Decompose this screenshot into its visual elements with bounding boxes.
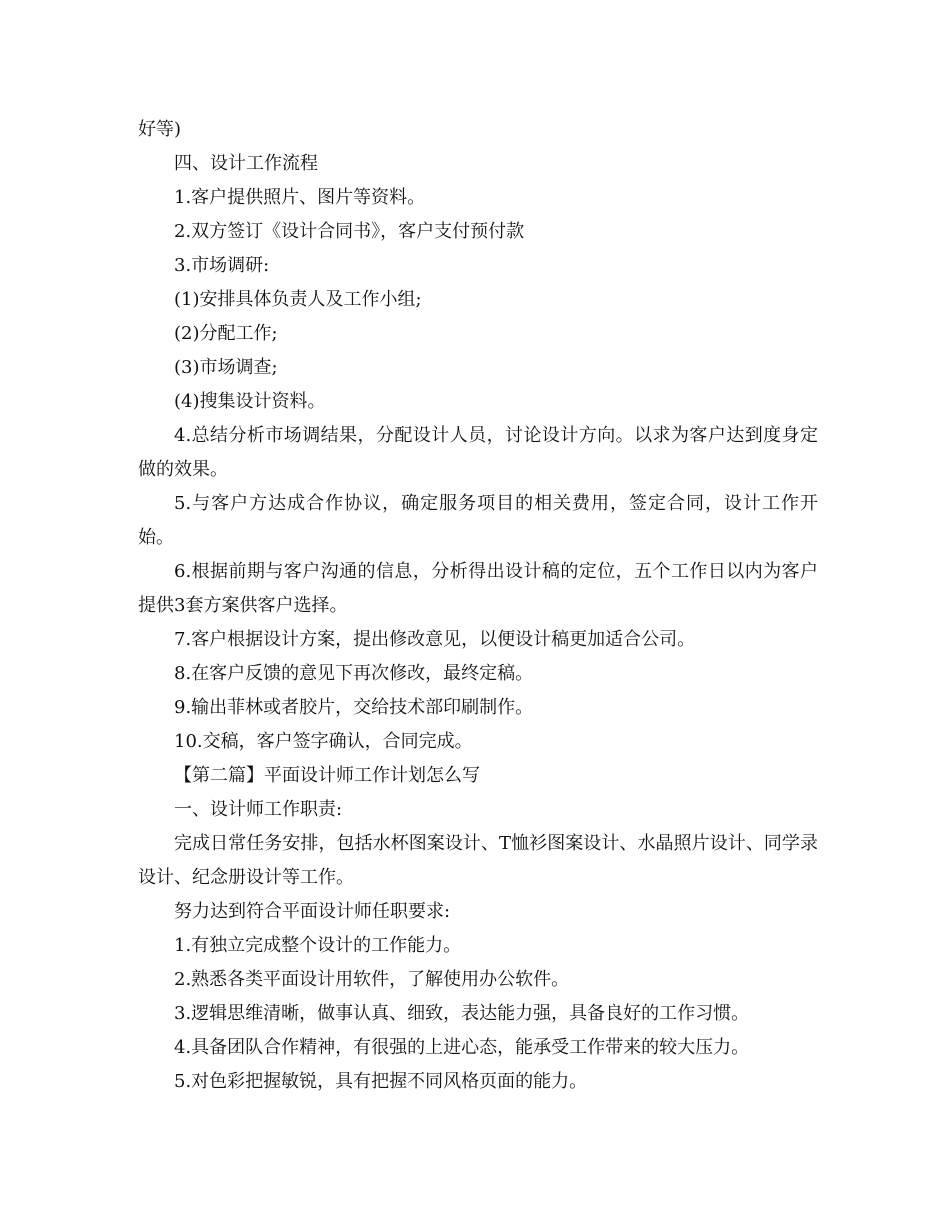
list-item: 2.双方签订《设计合同书》，客户支付预付款 bbox=[174, 221, 525, 242]
document-body bbox=[138, 113, 818, 1099]
list-item: 10.交稿，客户签字确认，合同完成。 bbox=[174, 731, 473, 752]
list-item: 3.逻辑思维清晰，做事认真、细致，表达能力强，具备良好的工作习惯。 bbox=[174, 1003, 750, 1024]
paragraph: 完成日常任务安排，包括水杯图案设计、T恤衫图案设计、水晶照片设计、同学录设计、纪念册设计等工作。 bbox=[138, 833, 818, 888]
sub-list-item: (3)市场调查; bbox=[174, 357, 278, 378]
list-item: 4.总结分析市场调结果，分配设计人员，讨论设计方向。以求为客户达到度身定做的效果。 bbox=[138, 425, 818, 480]
sub-list-item: (2)分配工作; bbox=[174, 323, 278, 344]
list-item: 1.客户提供照片、图片等资料。 bbox=[174, 187, 426, 208]
list-item: 6.根据前期与客户沟通的信息，分析得出设计稿的定位，五个工作日以内为客户提供3套方案供客户选择。 bbox=[138, 561, 818, 616]
sub-list-item: (1)安排具体负责人及工作小组; bbox=[174, 289, 422, 310]
list-item: 8.在客户反馈的意见下再次修改，最终定稿。 bbox=[174, 663, 534, 684]
list-item: 4.具备团队合作精神，有很强的上进心态，能承受工作带来的较大压力。 bbox=[174, 1037, 750, 1058]
list-item: 1.有独立完成整个设计的工作能力。 bbox=[174, 935, 462, 956]
section-heading: 一、设计师工作职责: bbox=[174, 799, 343, 820]
section-heading: 四、设计工作流程 bbox=[174, 153, 318, 174]
list-item: 5.与客户方达成合作协议，确定服务项目的相关费用，签定合同，设计工作开始。 bbox=[138, 493, 818, 548]
list-item: 3.市场调研: bbox=[174, 255, 270, 276]
paragraph: 好等) bbox=[138, 119, 182, 140]
list-item: 7.客户根据设计方案，提出修改意见，以便设计稿更加适合公司。 bbox=[174, 629, 696, 650]
list-item: 5.对色彩把握敏锐，具有把握不同风格页面的能力。 bbox=[174, 1071, 588, 1092]
sub-list-item: (4)搜集设计资料。 bbox=[174, 391, 326, 412]
chapter-title: 【第二篇】平面设计师工作计划怎么写 bbox=[174, 765, 480, 786]
list-item: 2.熟悉各类平面设计用软件，了解使用办公软件。 bbox=[174, 969, 570, 990]
list-item: 9.输出菲林或者胶片，交给技术部印刷制作。 bbox=[174, 697, 534, 718]
paragraph: 努力达到符合平面设计师任职要求: bbox=[174, 901, 451, 922]
